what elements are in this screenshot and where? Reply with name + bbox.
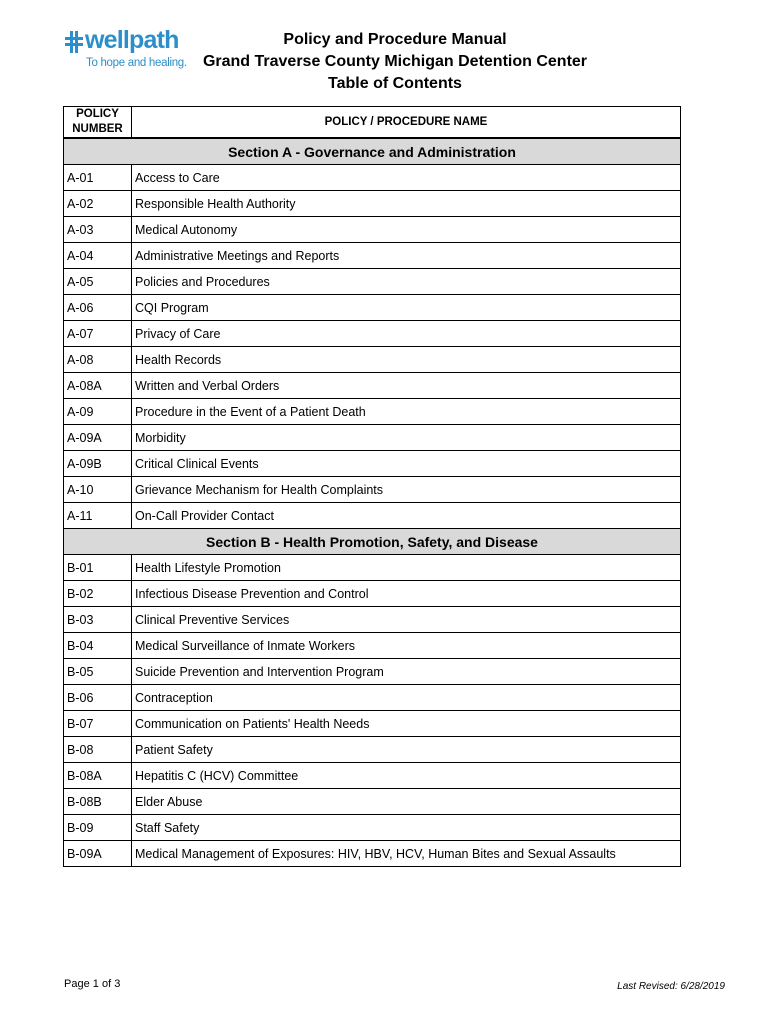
policy-number-cell: A-05: [64, 269, 132, 295]
policy-number-cell: A-02: [64, 191, 132, 217]
manual-title: Policy and Procedure Manual: [283, 31, 507, 48]
table-row: [64, 633, 681, 659]
policy-name-cell: Staff Safety: [132, 815, 681, 841]
policy-name-cell: CQI Program: [132, 295, 681, 321]
policy-number-cell: B-05: [64, 659, 132, 685]
table-row: [64, 373, 681, 399]
page-label: Page: [64, 978, 90, 990]
document-title-block: [170, 29, 620, 95]
table-row: [64, 659, 681, 685]
section-title: Section B - Health Promotion, Safety, and Disease: [64, 529, 681, 555]
policy-name-cell: Clinical Preventive Services: [132, 607, 681, 633]
policy-number-cell: B-02: [64, 581, 132, 607]
policy-number-cell: B-03: [64, 607, 132, 633]
policy-number-cell: A-08: [64, 347, 132, 373]
policy-number-cell: A-10: [64, 477, 132, 503]
policy-name-cell: Medical Surveillance of Inmate Workers: [132, 633, 681, 659]
policy-number-cell: A-03: [64, 217, 132, 243]
policy-name-cell: Elder Abuse: [132, 789, 681, 815]
policy-number-cell: B-06: [64, 685, 132, 711]
section-header-row: [64, 138, 681, 165]
policy-number-cell: B-09: [64, 815, 132, 841]
policy-number-cell: B-04: [64, 633, 132, 659]
policy-number-cell: B-01: [64, 555, 132, 581]
page-of: of: [101, 978, 112, 990]
table-row: [64, 399, 681, 425]
policy-name-cell: Health Lifestyle Promotion: [132, 555, 681, 581]
table-row: [64, 607, 681, 633]
policy-number-cell: B-08B: [64, 789, 132, 815]
toc-title: Table of Contents: [328, 75, 462, 92]
table-row: [64, 841, 681, 867]
table-row: [64, 737, 681, 763]
policy-name-cell: Critical Clinical Events: [132, 451, 681, 477]
table-row: [64, 347, 681, 373]
last-revised: Last Revised: 6/28/2019: [617, 981, 725, 992]
table-row: [64, 685, 681, 711]
policy-number-cell: B-07: [64, 711, 132, 737]
policy-name-cell: Access to Care: [132, 165, 681, 191]
policy-number-cell: A-08A: [64, 373, 132, 399]
logo-brand-name: wellpath: [85, 26, 179, 54]
policy-name-cell: Contraception: [132, 685, 681, 711]
policy-number-cell: A-11: [64, 503, 132, 529]
policy-name-cell: Communication on Patients' Health Needs: [132, 711, 681, 737]
policy-number-cell: A-09: [64, 399, 132, 425]
policy-name-cell: Suicide Prevention and Intervention Program: [132, 659, 681, 685]
policy-name-cell: Morbidity: [132, 425, 681, 451]
policy-number-cell: B-09A: [64, 841, 132, 867]
policy-name-cell: Infectious Disease Prevention and Control: [132, 581, 681, 607]
table-row: [64, 815, 681, 841]
policy-name-cell: On-Call Provider Contact: [132, 503, 681, 529]
page-total: 3: [114, 978, 121, 990]
policy-number-cell: B-08A: [64, 763, 132, 789]
policy-name-cell: Health Records: [132, 347, 681, 373]
table-row: [64, 763, 681, 789]
table-row: [64, 295, 681, 321]
page-indicator: [64, 978, 120, 990]
policy-name-cell: Medical Management of Exposures: HIV, HBV, HCV, Human Bites and Sexual Assaults: [132, 841, 681, 867]
policy-number-cell: A-07: [64, 321, 132, 347]
policy-number-cell: A-09B: [64, 451, 132, 477]
table-row: [64, 477, 681, 503]
policy-number-cell: A-06: [64, 295, 132, 321]
page-current: 1: [92, 978, 99, 990]
policy-name-cell: Written and Verbal Orders: [132, 373, 681, 399]
policy-name-cell: Patient Safety: [132, 737, 681, 763]
policy-name-cell: Policies and Procedures: [132, 269, 681, 295]
table-row: [64, 503, 681, 529]
policy-number-cell: A-04: [64, 243, 132, 269]
policy-name-cell: Administrative Meetings and Reports: [132, 243, 681, 269]
policy-number-cell: B-08: [64, 737, 132, 763]
policy-number-cell: A-01: [64, 165, 132, 191]
policy-number-header: POLICY NUMBER: [64, 107, 132, 139]
policy-name-cell: Hepatitis C (HCV) Committee: [132, 763, 681, 789]
table-row: [64, 555, 681, 581]
toc-table: [63, 106, 681, 867]
table-row: [64, 789, 681, 815]
table-row: [64, 425, 681, 451]
table-row: [64, 321, 681, 347]
logo-tagline: To hope and healing.: [86, 57, 187, 69]
policy-name-cell: Medical Autonomy: [132, 217, 681, 243]
table-row: [64, 581, 681, 607]
section-title: Section A - Governance and Administration: [64, 138, 681, 165]
table-row: [64, 217, 681, 243]
policy-name-cell: Procedure in the Event of a Patient Death: [132, 399, 681, 425]
policy-name-header: POLICY / PROCEDURE NAME: [132, 107, 681, 139]
policy-name-cell: Privacy of Care: [132, 321, 681, 347]
table-header-row: [64, 107, 681, 139]
facility-title: Grand Traverse County Michigan Detention Center: [202, 53, 588, 70]
table-row: [64, 711, 681, 737]
table-row: [64, 165, 681, 191]
table-row: [64, 191, 681, 217]
table-row: [64, 451, 681, 477]
section-header-row: [64, 529, 681, 555]
table-row: [64, 269, 681, 295]
policy-name-cell: Grievance Mechanism for Health Complaints: [132, 477, 681, 503]
wellpath-cross-icon: [64, 31, 84, 53]
policy-name-cell: Responsible Health Authority: [132, 191, 681, 217]
policy-number-cell: A-09A: [64, 425, 132, 451]
table-row: [64, 243, 681, 269]
